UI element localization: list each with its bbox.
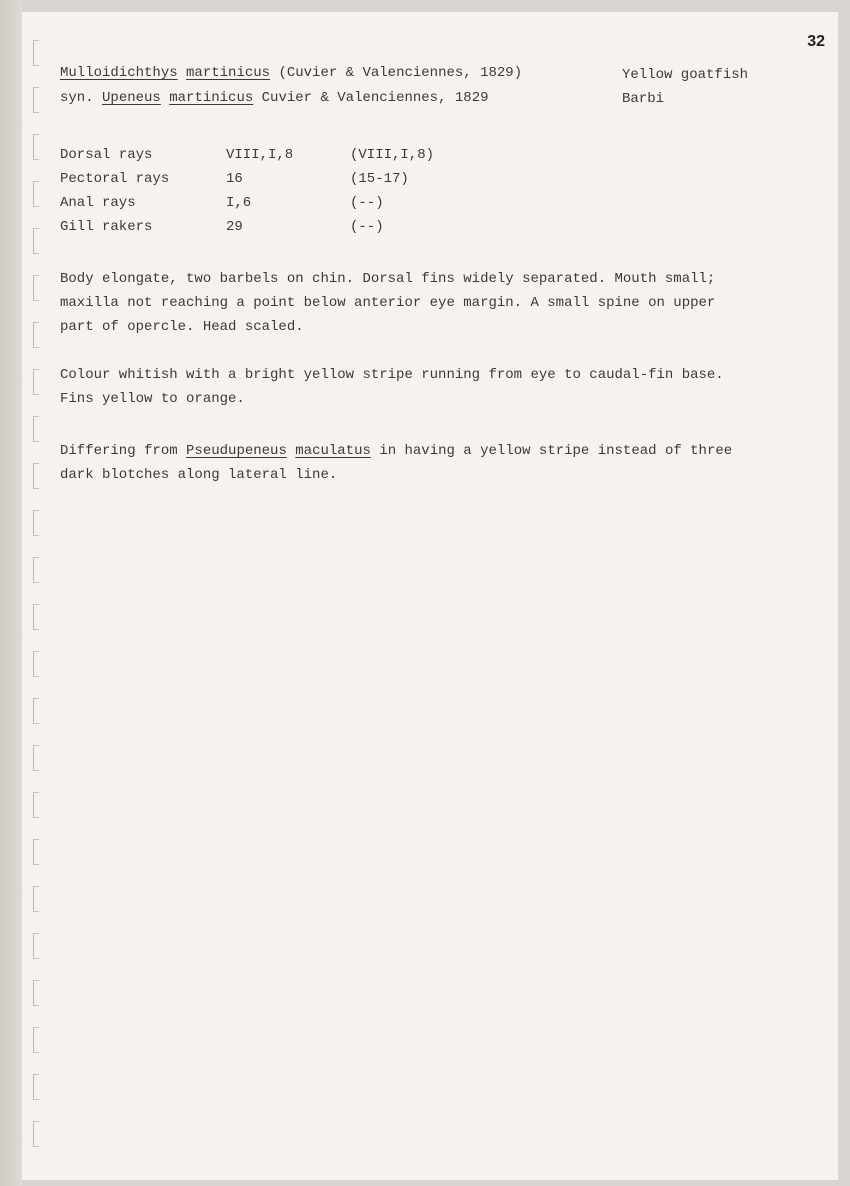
synonym-genus: Upeneus [102,90,161,106]
binding-hole [33,698,39,724]
differing-line [60,442,732,460]
description-line: Body elongate, two barbels on chin. Dorsal fins widely separated. Mouth small; [60,271,716,287]
binding-hole [33,416,39,442]
count-value: 16 [226,171,243,187]
page-edge-shadow [0,0,22,1186]
count-range: (--) [350,195,384,211]
synonym-species: martinicus [169,90,254,106]
synonym-authority: Cuvier & Valenciennes, 1829 [261,90,489,106]
binding-hole [33,369,39,395]
count-value: I,6 [226,195,252,211]
binding-hole [33,933,39,959]
binding-hole [33,745,39,771]
description-line: maxilla not reaching a point below anterior eye margin. A small spine on upper [60,295,716,311]
species-name: martinicus [186,65,271,81]
count-range: (VIII,I,8) [350,147,435,163]
binding-hole [33,1027,39,1053]
binding-hole [33,1074,39,1100]
binding-hole [33,1121,39,1147]
binding-hole [33,980,39,1006]
colour-line: Fins yellow to orange. [60,391,245,407]
count-value: 29 [226,219,243,235]
compared-species: maculatus [295,443,371,459]
common-name-english: Yellow goatfish [622,67,749,83]
count-label: Gill rakers [60,219,153,235]
binding-hole [33,181,39,207]
binding-hole [33,510,39,536]
binding-hole [33,604,39,630]
count-value: VIII,I,8 [226,147,294,163]
count-range: (15-17) [350,171,409,187]
count-range: (--) [350,219,384,235]
synonym-line [60,89,489,107]
binding-hole [33,463,39,489]
count-label: Anal rays [60,195,136,211]
page-number: 32 [807,33,825,50]
common-name-local: Barbi [622,91,665,107]
scientific-name-line [60,64,522,82]
genus-name: Mulloidichthys [60,65,178,81]
compared-genus: Pseudupeneus [186,443,287,459]
differing-rest: in having a yellow stripe instead of three [379,443,733,459]
binding-hole [33,651,39,677]
binding-hole [33,557,39,583]
binding-hole [33,886,39,912]
binding-hole [33,792,39,818]
binding-hole [33,40,39,66]
description-line: part of opercle. Head scaled. [60,319,304,335]
binding-holes [33,40,39,1150]
synonym-prefix: syn. [60,90,94,106]
binding-hole [33,228,39,254]
count-label: Pectoral rays [60,171,170,187]
colour-line: Colour whitish with a bright yellow stripe running from eye to caudal-fin base. [60,367,724,383]
binding-hole [33,839,39,865]
count-label: Dorsal rays [60,147,153,163]
differing-line: dark blotches along lateral line. [60,467,338,483]
authority: (Cuvier & Valenciennes, 1829) [278,65,523,81]
binding-hole [33,134,39,160]
binding-hole [33,275,39,301]
binding-hole [33,87,39,113]
differing-prefix: Differing from [60,443,178,459]
binding-hole [33,322,39,348]
